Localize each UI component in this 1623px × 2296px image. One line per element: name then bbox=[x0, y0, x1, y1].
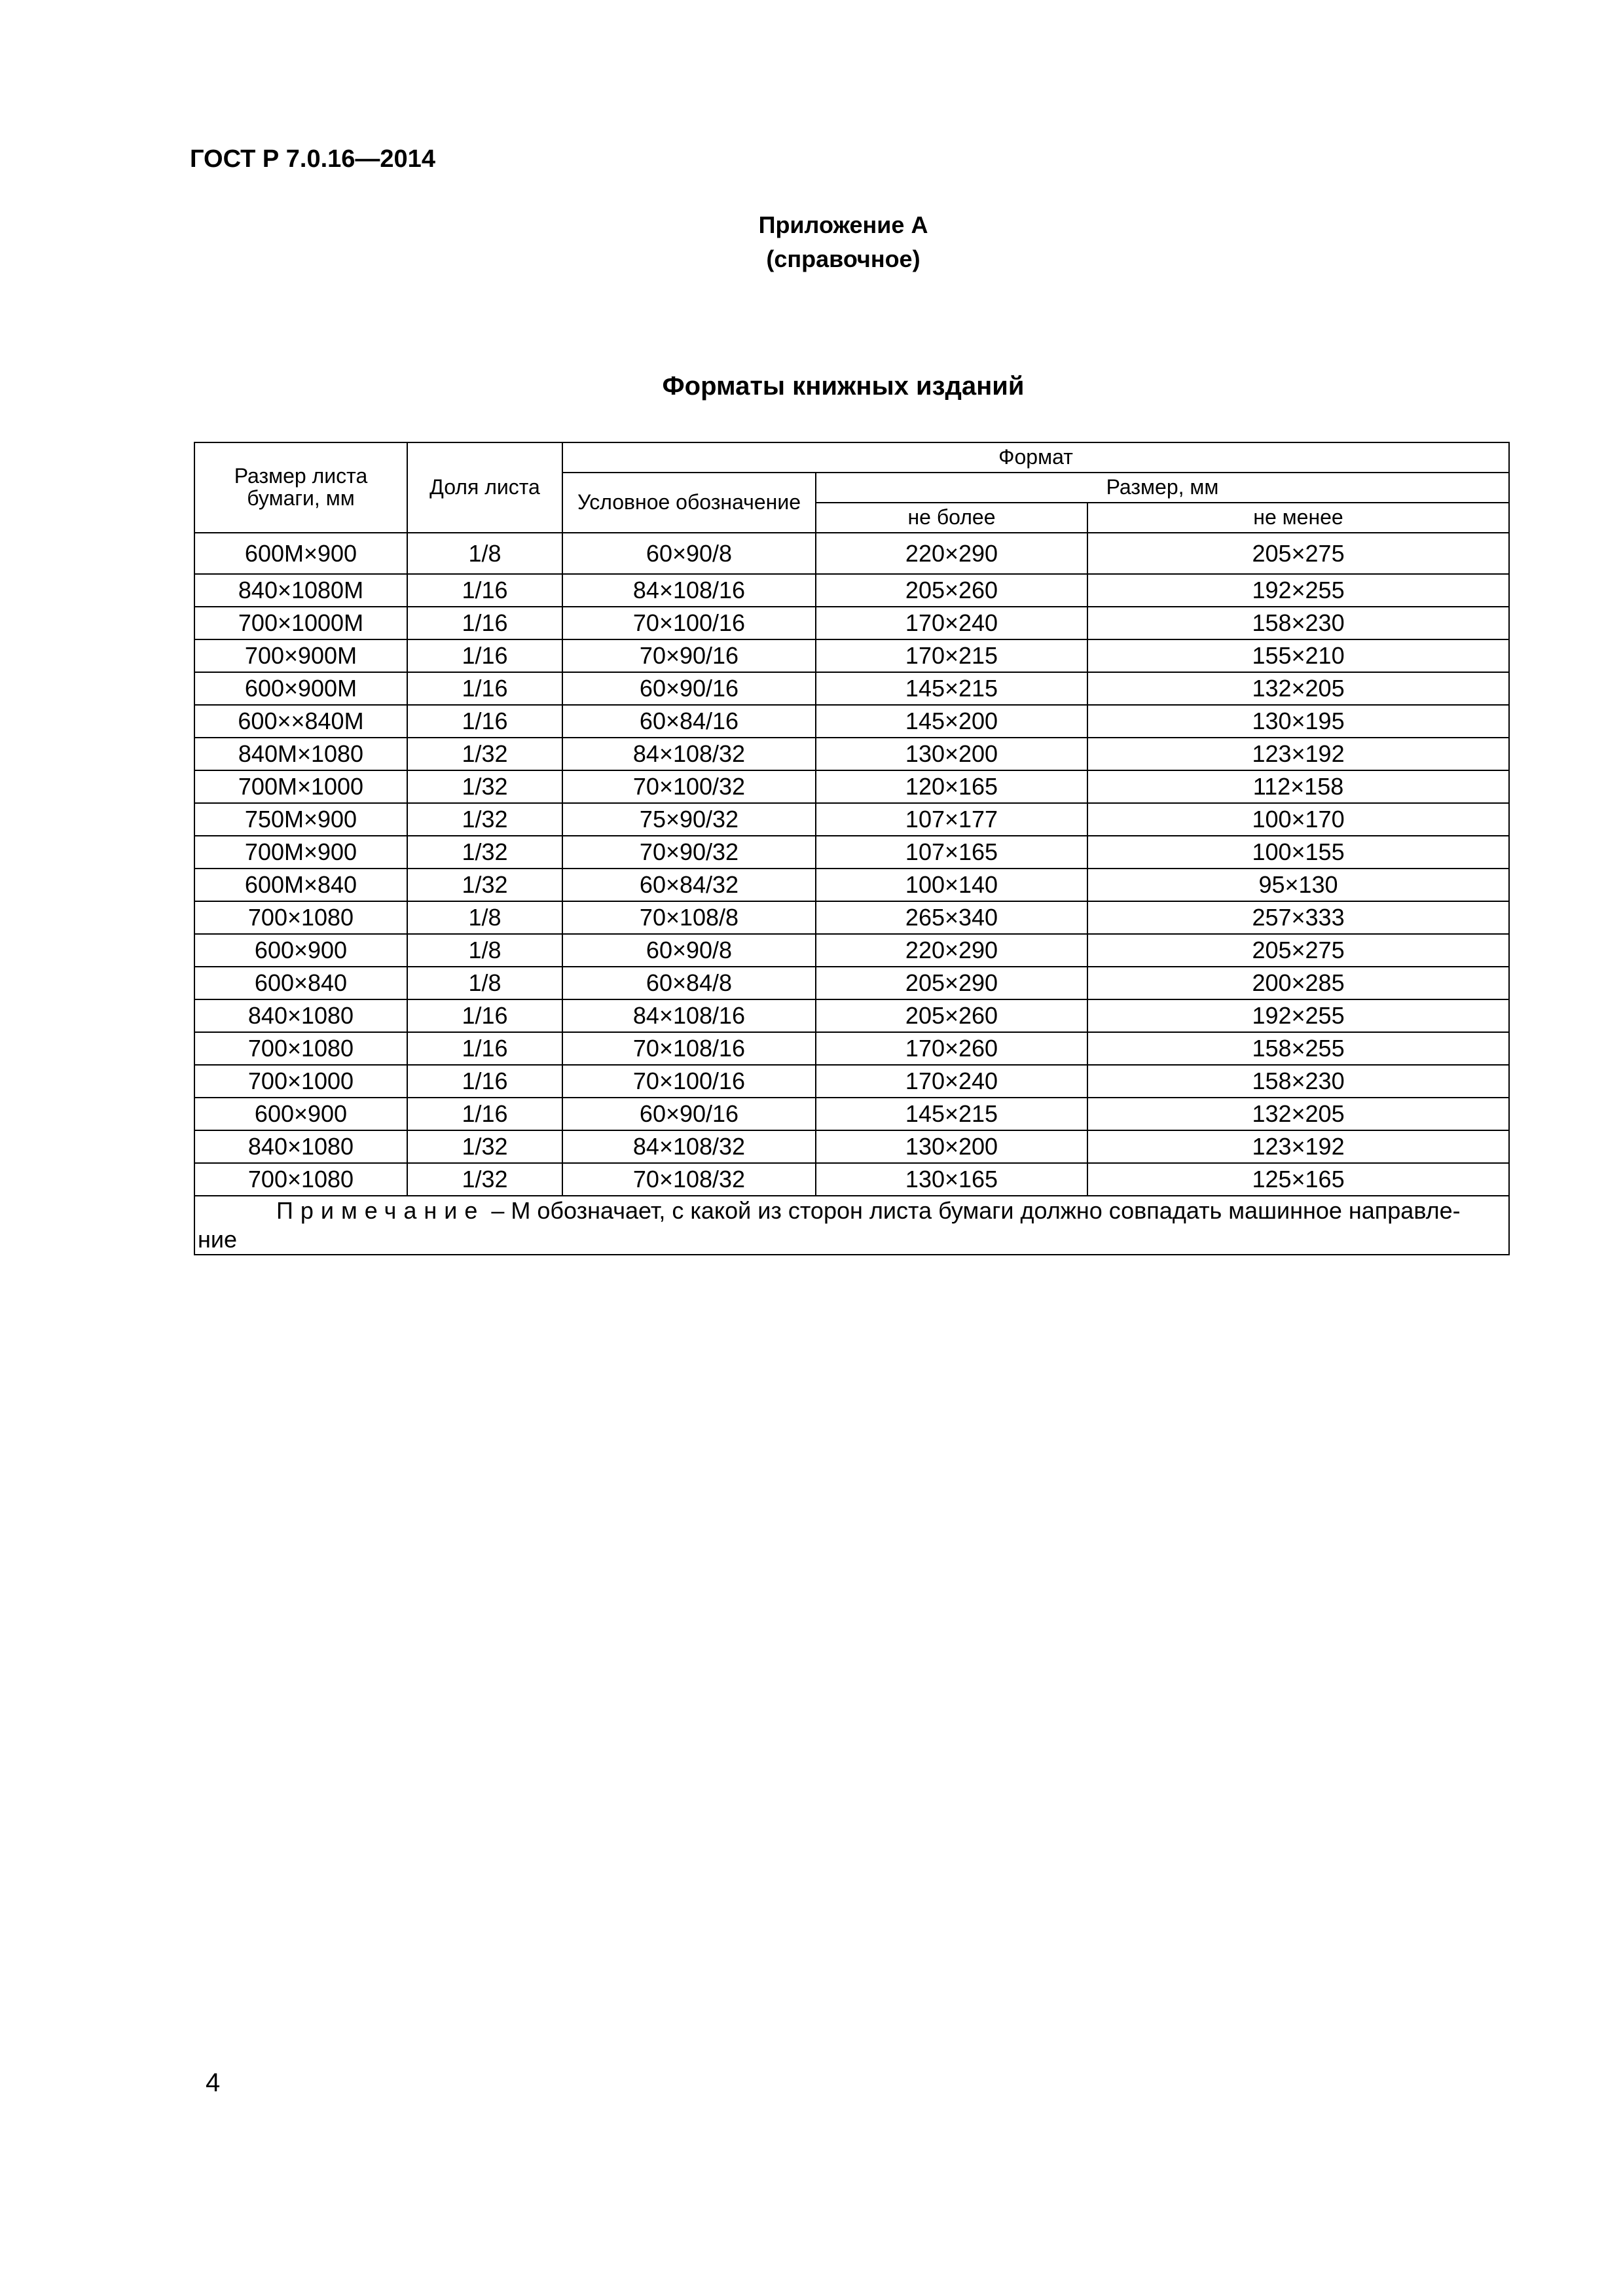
cell-sheet-share: 1/32 bbox=[407, 1130, 562, 1163]
header-size: Размер, мм bbox=[816, 473, 1509, 503]
table-row bbox=[194, 869, 1509, 901]
cell-size-min: 257×333 bbox=[1087, 901, 1509, 934]
cell-designation: 75×90/32 bbox=[562, 803, 816, 836]
cell-size-max: 170×260 bbox=[816, 1032, 1087, 1065]
cell-size-min: 130×195 bbox=[1087, 705, 1509, 738]
table-row bbox=[194, 967, 1509, 999]
cell-size-max: 205×290 bbox=[816, 967, 1087, 999]
cell-sheet-size: 700×1000М bbox=[194, 607, 407, 639]
cell-designation: 60×90/16 bbox=[562, 1098, 816, 1130]
cell-sheet-size: 700×1000 bbox=[194, 1065, 407, 1098]
cell-size-max: 130×200 bbox=[816, 738, 1087, 770]
formats-table bbox=[194, 442, 1510, 1255]
appendix-title: Приложение А bbox=[758, 211, 928, 238]
table-row bbox=[194, 1032, 1509, 1065]
cell-sheet-share: 1/32 bbox=[407, 1163, 562, 1196]
table-row bbox=[194, 1065, 1509, 1098]
cell-designation: 84×108/32 bbox=[562, 738, 816, 770]
cell-designation: 70×108/16 bbox=[562, 1032, 816, 1065]
cell-size-min: 205×275 bbox=[1087, 934, 1509, 967]
cell-sheet-size: 600М×840 bbox=[194, 869, 407, 901]
cell-sheet-share: 1/16 bbox=[407, 672, 562, 705]
cell-size-max: 220×290 bbox=[816, 934, 1087, 967]
cell-designation: 70×90/16 bbox=[562, 639, 816, 672]
table-row bbox=[194, 1098, 1509, 1130]
table-row bbox=[194, 1163, 1509, 1196]
appendix-heading bbox=[0, 208, 1623, 276]
cell-size-max: 107×177 bbox=[816, 803, 1087, 836]
table-row bbox=[194, 901, 1509, 934]
table-row bbox=[194, 574, 1509, 607]
cell-size-max: 170×215 bbox=[816, 639, 1087, 672]
cell-sheet-share: 1/8 bbox=[407, 533, 562, 574]
table-row bbox=[194, 738, 1509, 770]
cell-designation: 84×108/16 bbox=[562, 574, 816, 607]
cell-size-min: 123×192 bbox=[1087, 738, 1509, 770]
cell-sheet-share: 1/8 bbox=[407, 967, 562, 999]
table-row bbox=[194, 934, 1509, 967]
cell-sheet-share: 1/32 bbox=[407, 869, 562, 901]
table-row bbox=[194, 705, 1509, 738]
table-row bbox=[194, 1130, 1509, 1163]
cell-size-min: 205×275 bbox=[1087, 533, 1509, 574]
cell-sheet-share: 1/32 bbox=[407, 836, 562, 869]
cell-size-max: 130×165 bbox=[816, 1163, 1087, 1196]
cell-sheet-size: 840×1080М bbox=[194, 574, 407, 607]
cell-sheet-size: 700×1080 bbox=[194, 1163, 407, 1196]
document-code: ГОСТ Р 7.0.16—2014 bbox=[190, 145, 435, 173]
cell-sheet-size: 700×1080 bbox=[194, 901, 407, 934]
page-number: 4 bbox=[206, 2068, 221, 2097]
table-row bbox=[194, 672, 1509, 705]
table-row bbox=[194, 836, 1509, 869]
cell-sheet-size: 600×900 bbox=[194, 934, 407, 967]
cell-size-min: 123×192 bbox=[1087, 1130, 1509, 1163]
cell-size-min: 200×285 bbox=[1087, 967, 1509, 999]
cell-size-max: 120×165 bbox=[816, 770, 1087, 803]
cell-sheet-size: 750М×900 bbox=[194, 803, 407, 836]
cell-sheet-share: 1/16 bbox=[407, 999, 562, 1032]
note-continuation: ние bbox=[198, 1226, 238, 1253]
cell-size-min: 100×170 bbox=[1087, 803, 1509, 836]
cell-size-max: 107×165 bbox=[816, 836, 1087, 869]
cell-sheet-share: 1/16 bbox=[407, 1032, 562, 1065]
cell-sheet-share: 1/32 bbox=[407, 738, 562, 770]
cell-size-max: 145×215 bbox=[816, 1098, 1087, 1130]
cell-size-min: 155×210 bbox=[1087, 639, 1509, 672]
cell-size-min: 112×158 bbox=[1087, 770, 1509, 803]
cell-designation: 84×108/32 bbox=[562, 1130, 816, 1163]
table-body bbox=[194, 533, 1509, 1196]
cell-size-max: 130×200 bbox=[816, 1130, 1087, 1163]
cell-sheet-share: 1/16 bbox=[407, 1065, 562, 1098]
cell-designation: 60×84/32 bbox=[562, 869, 816, 901]
cell-sheet-share: 1/16 bbox=[407, 639, 562, 672]
cell-sheet-size: 700М×1000 bbox=[194, 770, 407, 803]
cell-size-max: 100×140 bbox=[816, 869, 1087, 901]
cell-sheet-share: 1/16 bbox=[407, 574, 562, 607]
cell-designation: 70×108/8 bbox=[562, 901, 816, 934]
header-max: не более bbox=[816, 503, 1087, 533]
cell-size-min: 125×165 bbox=[1087, 1163, 1509, 1196]
table-row bbox=[194, 999, 1509, 1032]
cell-size-max: 205×260 bbox=[816, 999, 1087, 1032]
header-format: Формат bbox=[562, 442, 1509, 473]
cell-size-min: 192×255 bbox=[1087, 574, 1509, 607]
cell-sheet-size: 600××840М bbox=[194, 705, 407, 738]
cell-designation: 84×108/16 bbox=[562, 999, 816, 1032]
cell-size-min: 192×255 bbox=[1087, 999, 1509, 1032]
cell-sheet-size: 700×1080 bbox=[194, 1032, 407, 1065]
header-sheet-size: Размер листа бумаги, мм bbox=[194, 442, 407, 533]
cell-size-max: 205×260 bbox=[816, 574, 1087, 607]
cell-sheet-size: 600М×900 bbox=[194, 533, 407, 574]
cell-sheet-size: 840×1080 bbox=[194, 999, 407, 1032]
cell-size-min: 100×155 bbox=[1087, 836, 1509, 869]
header-min: не менее bbox=[1087, 503, 1509, 533]
cell-designation: 60×90/8 bbox=[562, 934, 816, 967]
cell-sheet-size: 600×900 bbox=[194, 1098, 407, 1130]
appendix-subtitle: (справочное) bbox=[766, 245, 921, 272]
cell-designation: 70×100/32 bbox=[562, 770, 816, 803]
cell-sheet-size: 600×840 bbox=[194, 967, 407, 999]
cell-designation: 60×90/8 bbox=[562, 533, 816, 574]
cell-sheet-size: 840М×1080 bbox=[194, 738, 407, 770]
cell-designation: 60×90/16 bbox=[562, 672, 816, 705]
cell-sheet-share: 1/8 bbox=[407, 901, 562, 934]
table-title: Форматы книжных изданий bbox=[662, 372, 1025, 401]
table-row bbox=[194, 639, 1509, 672]
cell-designation: 70×108/32 bbox=[562, 1163, 816, 1196]
table-row bbox=[194, 803, 1509, 836]
header-sheet-share: Доля листа bbox=[407, 442, 562, 533]
cell-size-min: 132×205 bbox=[1087, 1098, 1509, 1130]
cell-designation: 70×100/16 bbox=[562, 1065, 816, 1098]
cell-size-max: 220×290 bbox=[816, 533, 1087, 574]
cell-sheet-size: 700М×900 bbox=[194, 836, 407, 869]
cell-sheet-share: 1/32 bbox=[407, 770, 562, 803]
cell-size-min: 158×230 bbox=[1087, 1065, 1509, 1098]
cell-sheet-share: 1/32 bbox=[407, 803, 562, 836]
cell-size-min: 95×130 bbox=[1087, 869, 1509, 901]
cell-designation: 60×84/16 bbox=[562, 705, 816, 738]
table-note bbox=[194, 1196, 1509, 1255]
cell-sheet-size: 840×1080 bbox=[194, 1130, 407, 1163]
cell-size-max: 145×215 bbox=[816, 672, 1087, 705]
table-row bbox=[194, 607, 1509, 639]
cell-size-max: 265×340 bbox=[816, 901, 1087, 934]
cell-designation: 70×90/32 bbox=[562, 836, 816, 869]
note-text: – М обозначает, с какой из сторон листа бумаги должно совпадать машинное направле- bbox=[484, 1197, 1461, 1224]
cell-size-max: 170×240 bbox=[816, 1065, 1087, 1098]
cell-sheet-share: 1/16 bbox=[407, 1098, 562, 1130]
header-designation: Условное обозначение bbox=[562, 473, 816, 533]
cell-size-min: 132×205 bbox=[1087, 672, 1509, 705]
table-row bbox=[194, 770, 1509, 803]
cell-size-max: 170×240 bbox=[816, 607, 1087, 639]
cell-sheet-size: 600×900М bbox=[194, 672, 407, 705]
cell-designation: 70×100/16 bbox=[562, 607, 816, 639]
cell-size-min: 158×230 bbox=[1087, 607, 1509, 639]
cell-sheet-size: 700×900М bbox=[194, 639, 407, 672]
cell-sheet-share: 1/16 bbox=[407, 705, 562, 738]
cell-sheet-share: 1/16 bbox=[407, 607, 562, 639]
note-label: Примечание bbox=[276, 1197, 485, 1224]
cell-designation: 60×84/8 bbox=[562, 967, 816, 999]
cell-size-min: 158×255 bbox=[1087, 1032, 1509, 1065]
cell-size-max: 145×200 bbox=[816, 705, 1087, 738]
table-row bbox=[194, 533, 1509, 574]
cell-sheet-share: 1/8 bbox=[407, 934, 562, 967]
